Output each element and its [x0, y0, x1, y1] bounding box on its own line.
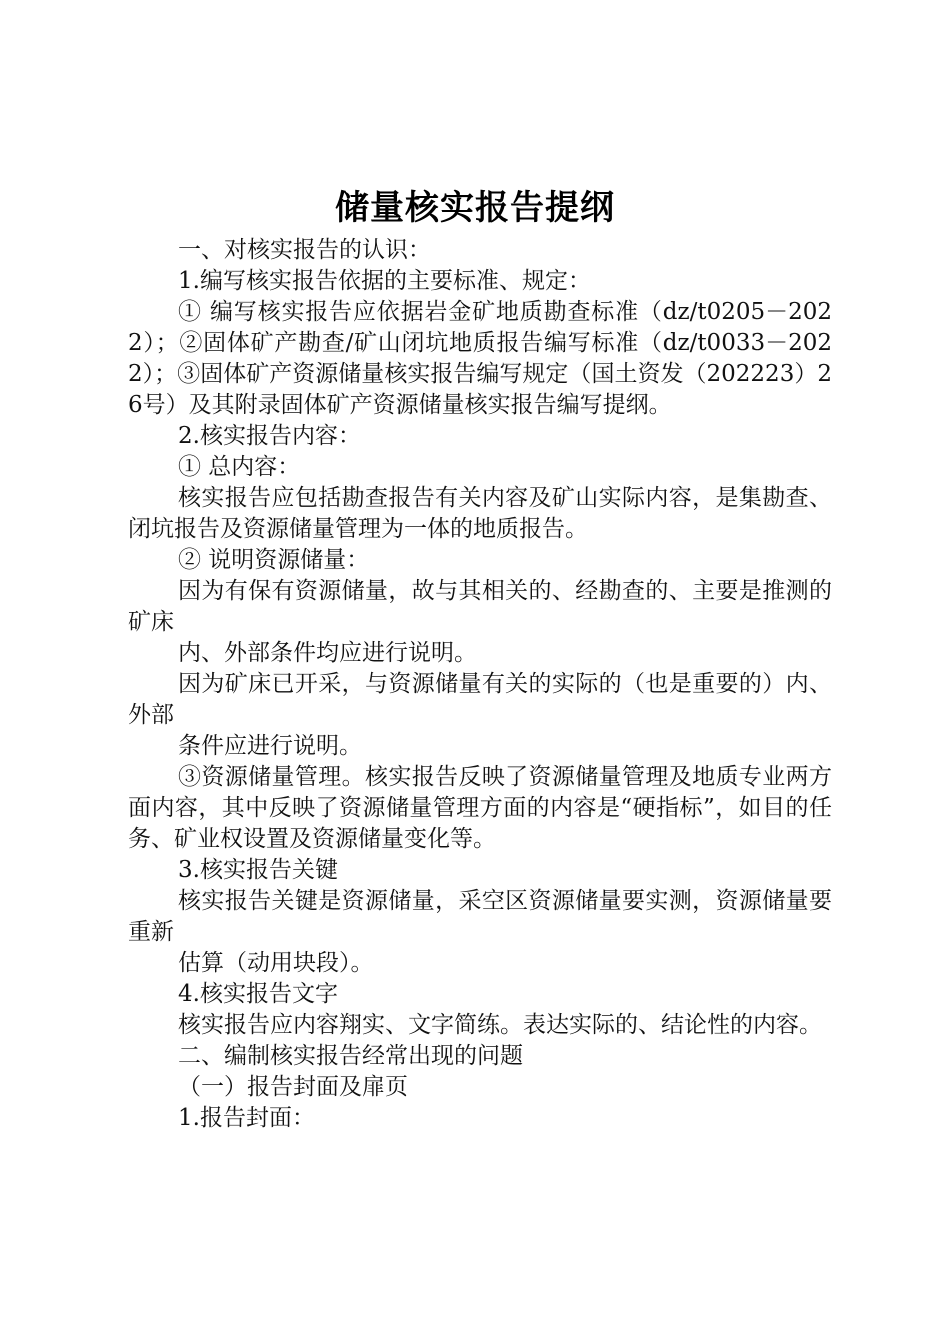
- section-heading-2: 二、编制核实报告经常出现的问题: [178, 1043, 523, 1069]
- subsection-heading: 1.编写核实报告依据的主要标准、规定：: [178, 268, 591, 294]
- paragraph: 条件应进行说明。: [178, 733, 362, 759]
- list-item-heading: ① 总内容：: [178, 454, 301, 480]
- paragraph: 核实报告关键是资源储量，采空区资源储量要实测，资源储量要重新: [128, 888, 832, 945]
- paragraph: ③资源储量管理。核实报告反映了资源储量管理及地质专业两方面内容，其中反映了资源储量管理方面的内容是“硬指标”，如目的任务、矿业权设置及资源储量变化等。: [128, 764, 832, 852]
- subsection-heading: 4.核实报告文字: [178, 981, 338, 1007]
- paragraph: 核实报告应内容翔实、文字简练。表达实际的、结论性的内容。: [178, 1012, 822, 1038]
- list-item-heading: ② 说明资源储量：: [178, 547, 370, 573]
- document-title: 储量核实报告提纲: [335, 188, 615, 228]
- paragraph: 因为有保有资源储量，故与其相关的、经勘查的、主要是推测的矿床: [128, 578, 832, 635]
- document-body: [128, 235, 832, 1134]
- subsection-heading: （一）报告封面及扉页: [178, 1074, 408, 1100]
- subsection-heading: 2.核实报告内容：: [178, 423, 361, 449]
- paragraph: 估算（动用块段）。: [178, 950, 374, 976]
- subsection-heading: 3.核实报告关键: [178, 857, 338, 883]
- section-heading-1: 一、对核实报告的认识：: [178, 237, 431, 263]
- paragraph: 内、外部条件均应进行说明。: [178, 640, 477, 666]
- subsection-heading: 1.报告封面：: [178, 1105, 315, 1131]
- paragraph: 因为矿床已开采，与资源储量有关的实际的（也是重要的）内、外部: [128, 671, 832, 728]
- paragraph: 核实报告应包括勘查报告有关内容及矿山实际内容，是集勘查、闭坑报告及资源储量管理为一体的地质报告。: [128, 485, 832, 542]
- paragraph: ① 编写核实报告应依据岩金矿地质勘查标准（dz/t0205－2022）；②固体矿产勘查/矿山闭坑地质报告编写标准（dz/t0033－2022）；③固体矿产资源储量核实报告编写规定（国土资发（202223）26号）及其附录固体矿产资源储量核实报告编写提纲。: [128, 299, 832, 418]
